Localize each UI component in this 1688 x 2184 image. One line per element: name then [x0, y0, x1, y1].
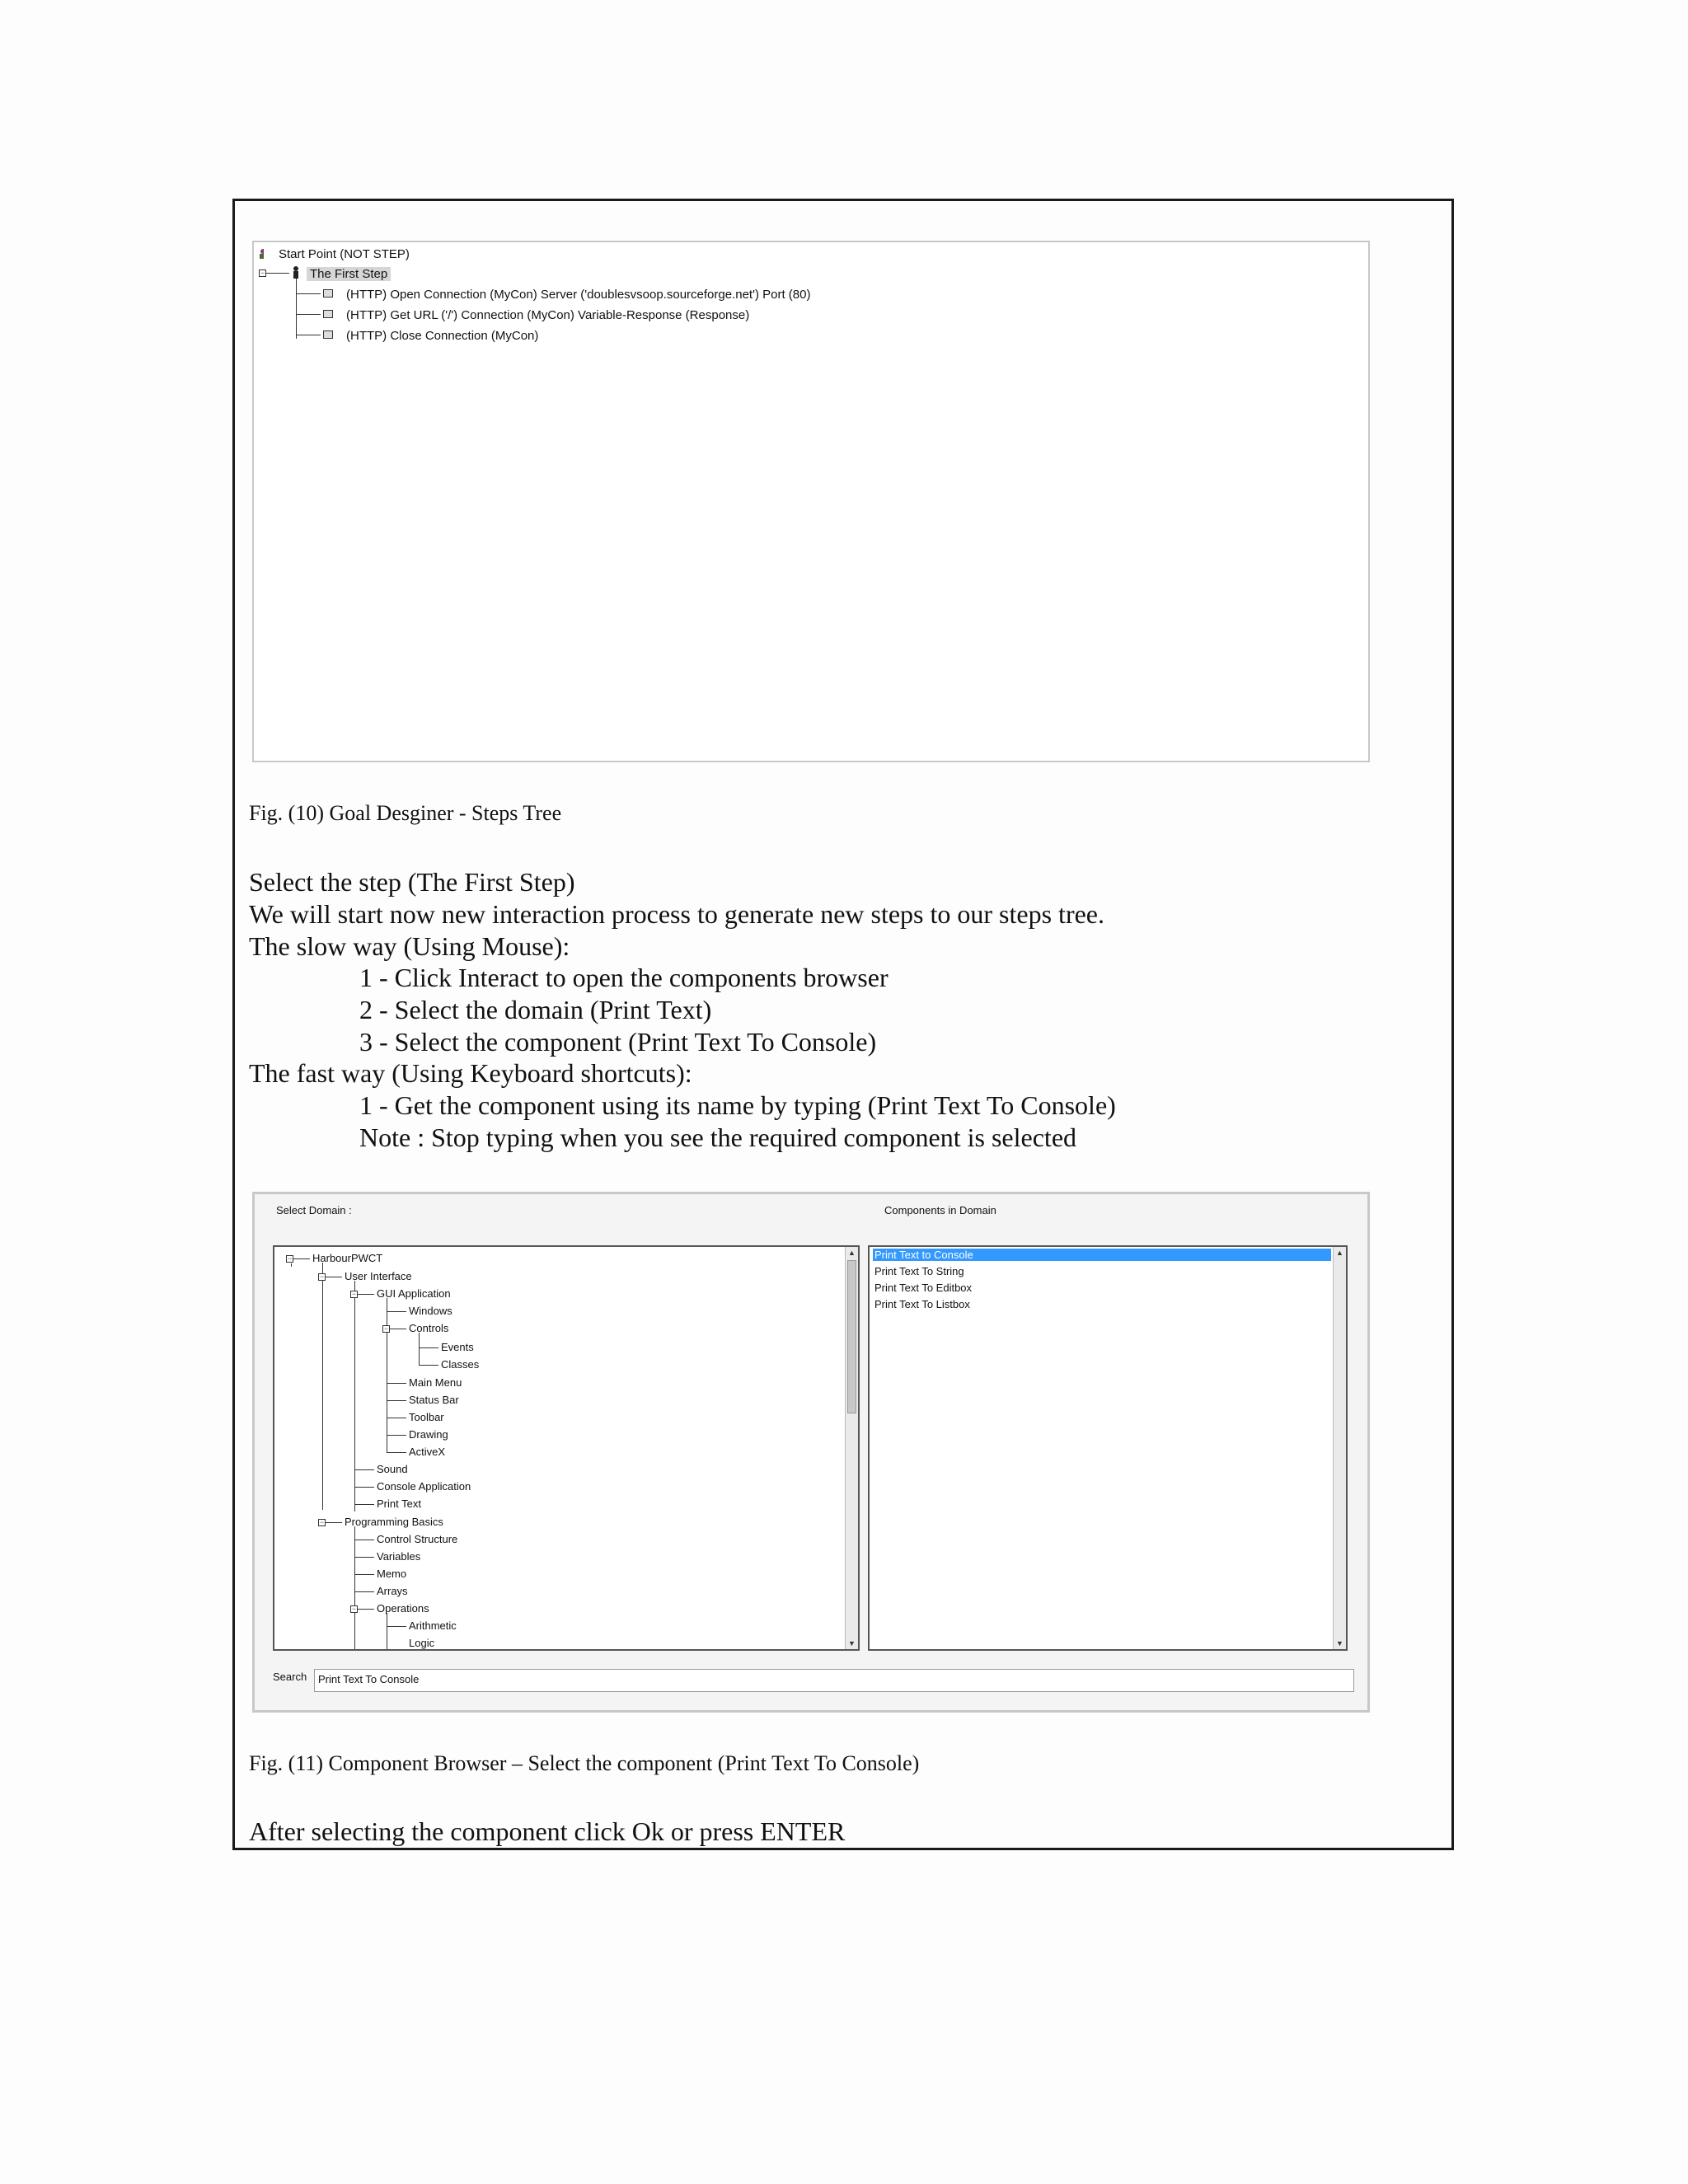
tree-connector	[354, 1504, 374, 1505]
tree-connector	[419, 1333, 420, 1366]
collapse-toggle-icon[interactable]: −	[351, 1290, 357, 1298]
tree-child-label: (HTTP) Open Connection (MyCon) Server ('doublesvsoop.sourceforge.net') Port (80)	[346, 288, 811, 302]
tree-connector	[354, 1526, 355, 1650]
instruction-line: The slow way (Using Mouse):	[249, 931, 570, 961]
tree-connector	[387, 1383, 406, 1384]
tree-connector	[296, 293, 321, 294]
figure-10-caption: Fig. (10) Goal Desginer - Steps Tree	[249, 801, 562, 825]
components-scrollbar[interactable]	[1333, 1247, 1346, 1649]
domain-tree-item[interactable]: Events	[441, 1341, 474, 1353]
tree-child-label: (HTTP) Close Connection (MyCon)	[346, 329, 539, 343]
domain-tree-item[interactable]: Arrays	[377, 1585, 408, 1597]
tree-connector	[291, 1263, 292, 1267]
domain-tree-item[interactable]: ActiveX	[409, 1446, 446, 1458]
domain-tree-item[interactable]: Controls	[409, 1322, 449, 1334]
domain-tree[interactable]	[273, 1245, 860, 1651]
scroll-up-icon[interactable]: ▲	[1336, 1249, 1343, 1257]
tree-connector	[354, 1574, 374, 1575]
step-person-icon	[292, 266, 300, 279]
select-domain-label: Select Domain :	[276, 1204, 352, 1216]
tree-child-label: (HTTP) Get URL ('/') Connection (MyCon) Variable-Response (Response)	[346, 308, 750, 322]
domain-tree-item[interactable]: Arithmetic	[409, 1619, 457, 1632]
domain-tree-item[interactable]: Toolbar	[409, 1411, 444, 1423]
command-icon	[323, 289, 333, 298]
component-browser-panel	[252, 1192, 1370, 1713]
scroll-down-icon[interactable]: ▼	[848, 1639, 856, 1647]
footer-instruction: After selecting the component click Ok or press ENTER	[249, 1816, 846, 1846]
tree-connector	[326, 1522, 342, 1523]
instruction-line: 1 - Click Interact to open the components browser	[359, 963, 889, 992]
domain-tree-item[interactable]: Control Structure	[377, 1533, 458, 1545]
tree-connector	[419, 1365, 438, 1366]
tree-connector	[354, 1591, 374, 1592]
tree-connector	[266, 273, 289, 274]
collapse-toggle-icon[interactable]: −	[287, 1254, 293, 1263]
domain-tree-item[interactable]: Sound	[377, 1463, 408, 1475]
tree-connector	[354, 1281, 355, 1511]
instruction-line: 3 - Select the component (Print Text To Console)	[359, 1027, 877, 1057]
component-item-selected[interactable]: Print Text to Console	[873, 1249, 1331, 1261]
domain-tree-item[interactable]: Operations	[377, 1602, 429, 1615]
figure-11-caption: Fig. (11) Component Browser – Select the component (Print Text To Console)	[249, 1751, 920, 1775]
domain-tree-item[interactable]: Memo	[377, 1568, 407, 1580]
tree-connector	[296, 314, 321, 315]
instruction-line: Select the step (The First Step)	[249, 867, 575, 897]
component-item[interactable]: Print Text To Listbox	[874, 1298, 970, 1310]
instruction-line: Note : Stop typing when you see the required component is selected	[359, 1122, 1077, 1152]
tree-root-label: Start Point (NOT STEP)	[279, 247, 410, 261]
domain-tree-item[interactable]: Variables	[377, 1550, 421, 1563]
collapse-toggle-icon[interactable]: −	[260, 269, 265, 277]
domain-tree-item[interactable]: Windows	[409, 1305, 452, 1317]
domain-tree-item[interactable]: Status Bar	[409, 1394, 459, 1406]
steps-tree-panel	[252, 241, 1370, 762]
instruction-line: 2 - Select the domain (Print Text)	[359, 995, 712, 1024]
collapse-toggle-icon[interactable]: −	[319, 1272, 325, 1281]
component-item[interactable]: Print Text To Editbox	[874, 1282, 973, 1294]
tree-connector	[358, 1609, 374, 1610]
tree-connector	[354, 1487, 374, 1488]
domain-tree-item[interactable]: Main Menu	[409, 1376, 462, 1389]
tree-connector	[387, 1452, 406, 1453]
components-list[interactable]	[868, 1245, 1348, 1651]
scroll-down-icon[interactable]: ▼	[1336, 1639, 1343, 1647]
domain-tree-item[interactable]: Drawing	[409, 1428, 448, 1441]
instruction-line: The fast way (Using Keyboard shortcuts):	[249, 1058, 692, 1088]
tree-connector	[296, 279, 297, 339]
collapse-toggle-icon[interactable]: −	[319, 1518, 325, 1526]
tree-connector	[387, 1311, 406, 1312]
tree-connector	[358, 1294, 374, 1295]
scroll-thumb[interactable]	[847, 1260, 856, 1413]
tree-step-label: The First Step	[307, 267, 391, 281]
command-icon	[323, 310, 333, 318]
domain-tree-scrollbar[interactable]	[845, 1247, 858, 1649]
domain-tree-item[interactable]: Programming Basics	[345, 1516, 443, 1528]
domain-tree-item[interactable]: User Interface	[345, 1270, 412, 1282]
tree-connector	[322, 1263, 323, 1510]
component-item[interactable]: Print Text To String	[874, 1265, 964, 1277]
collapse-toggle-icon[interactable]: −	[383, 1324, 389, 1333]
tree-connector	[354, 1469, 374, 1470]
tree-connector	[387, 1435, 406, 1436]
instruction-line: 1 - Get the component using its name by typing (Print Text To Console)	[359, 1090, 1116, 1120]
command-icon	[323, 330, 333, 339]
instruction-line: We will start now new interaction process to generate new steps to our steps tree.	[249, 899, 1104, 929]
domain-tree-item[interactable]: Console Application	[377, 1480, 471, 1493]
domain-tree-item[interactable]: Classes	[441, 1358, 480, 1371]
tree-connector	[419, 1347, 438, 1348]
tree-connector	[293, 1258, 310, 1259]
domain-tree-item[interactable]: GUI Application	[377, 1287, 451, 1300]
domain-tree-item[interactable]: Logic	[409, 1637, 435, 1649]
tree-connector	[387, 1626, 406, 1627]
start-point-icon	[257, 248, 264, 260]
scroll-up-icon[interactable]: ▲	[848, 1249, 856, 1257]
tree-connector	[354, 1557, 374, 1558]
components-label: Components in Domain	[884, 1204, 996, 1216]
search-label: Search	[273, 1671, 307, 1683]
search-input[interactable]: Print Text To Console	[314, 1669, 1354, 1692]
collapse-toggle-icon[interactable]: −	[351, 1605, 357, 1613]
domain-tree-item[interactable]: Print Text	[377, 1497, 421, 1510]
domain-tree-item[interactable]: HarbourPWCT	[312, 1252, 383, 1264]
tree-connector	[387, 1400, 406, 1401]
